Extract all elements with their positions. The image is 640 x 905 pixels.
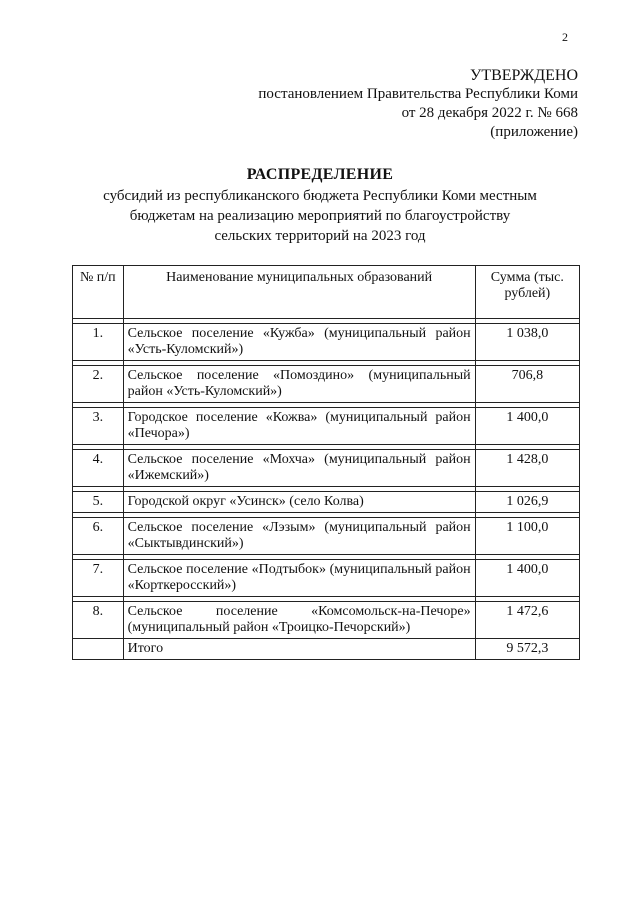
row-num: 5. [73,492,124,513]
table-row [73,602,580,639]
row-num: 2. [73,366,124,403]
row-num: 6. [73,518,124,555]
row-num: 4. [73,450,124,487]
approval-line-3: (приложение) [490,124,578,140]
row-num: 3. [73,408,124,445]
header-num: № п/п [73,266,124,319]
row-num: 1. [73,324,124,361]
distribution-table [72,265,580,660]
row-sum: 1 400,0 [475,560,579,597]
table-row [73,324,580,361]
total-label: Итого [123,639,475,660]
row-sum: 1 400,0 [475,408,579,445]
row-sum: 1 038,0 [475,324,579,361]
row-sum: 1 100,0 [475,518,579,555]
row-name: Сельское поселение «Помоздино» (муниципальный район «Усть-Куломский») [123,366,475,403]
row-name: Городское поселение «Кожва» (муниципальный район «Печора») [123,408,475,445]
approval-title: УТВЕРЖДЕНО [469,67,578,84]
row-name: Сельское поселение «Лэзым» (муниципальный район «Сыктывдинский») [123,518,475,555]
total-num [73,639,124,660]
row-num: 7. [73,560,124,597]
row-name: Сельское поселение «Кужба» (муниципальный район «Усть-Куломский») [123,324,475,361]
document-subtitle: субсидий из республиканского бюджета Республики Коми местным бюджетам на реализацию мероприятий по благоустройству сельских территорий на 2023 год [103,188,537,244]
table-row [73,518,580,555]
table-row [73,450,580,487]
row-sum: 1 472,6 [475,602,579,639]
document-title: РАСПРЕДЕЛЕНИЕ [246,166,394,183]
row-sum: 706,8 [475,366,579,403]
table-row [73,560,580,597]
approval-line-2: от 28 декабря 2022 г. № 668 [401,105,578,121]
table-header-row [73,266,580,319]
page-number: 2 [562,30,568,44]
row-sum: 1 428,0 [475,450,579,487]
table-row [73,408,580,445]
row-sum: 1 026,9 [475,492,579,513]
table-row [73,492,580,513]
table-row [73,366,580,403]
approval-line-1: постановлением Правительства Республики Коми [258,86,578,102]
approval-block [258,66,578,142]
row-name: Сельское поселение «Комсомольск-на-Печоре» (муниципальный район «Троицко-Печорский») [123,602,475,639]
header-sum: Сумма (тыс. рублей) [475,266,579,319]
row-num: 8. [73,602,124,639]
row-name: Городской округ «Усинск» (село Колва) [123,492,475,513]
total-row [73,639,580,660]
row-name: Сельское поселение «Мохча» (муниципальный район «Ижемский») [123,450,475,487]
row-name: Сельское поселение «Подтыбок» (муниципальный район «Корткеросский») [123,560,475,597]
total-sum: 9 572,3 [475,639,579,660]
header-name: Наименование муниципальных образований [123,266,475,319]
